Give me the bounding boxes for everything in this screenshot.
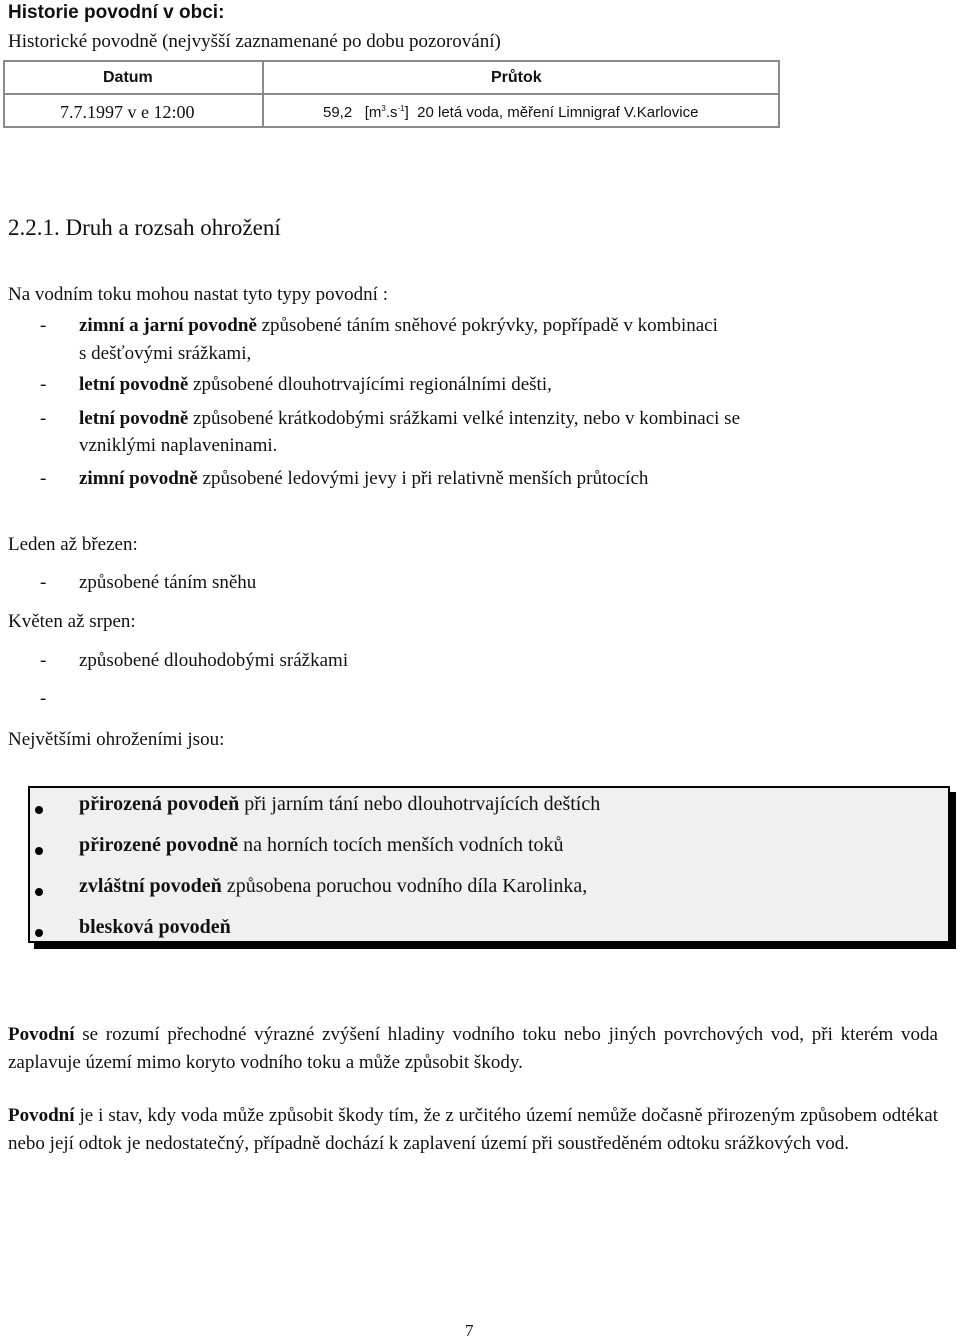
list-item-continuation: s dešťovými srážkami,	[79, 343, 252, 364]
season-label-jan-mar: Leden až březen:	[8, 534, 138, 555]
season-item-jan-mar: způsobené táním sněhu	[79, 572, 257, 593]
bullet-icon	[35, 847, 43, 855]
flow-unit-post: ]	[404, 104, 409, 121]
flow-value: 59,2	[323, 104, 353, 121]
threat-item: přirozená povodeň při jarním tání nebo dlouhotrvajících deštích	[79, 793, 601, 815]
threat-item: přirozené povodně na horních tocích menších vodních toků	[79, 834, 564, 856]
list-item: zimní povodně způsobené ledovými jevy i při relativně menších průtocích	[79, 468, 649, 489]
bullet-icon	[35, 806, 43, 814]
list-dash: -	[40, 572, 47, 593]
flow-unit-sup2: -1	[397, 104, 405, 113]
bullet-icon	[35, 888, 43, 896]
list-dash: -	[40, 374, 47, 395]
history-title: Historie povodní v obci:	[8, 2, 225, 23]
list-dash: -	[40, 468, 47, 489]
column-header-flow: Průtok	[491, 69, 542, 86]
list-item: zimní a jarní povodně způsobené táním sněhové pokrývky, popřípadě v kombinaci	[79, 315, 718, 336]
list-item-continuation: vzniklými naplaveninami.	[79, 435, 278, 456]
flow-unit-pre: [m	[364, 104, 382, 121]
page-number: 7	[465, 1321, 474, 1340]
types-intro: Na vodním toku mohou nastat tyto typy povodní :	[8, 284, 388, 305]
list-dash: -	[40, 688, 47, 709]
list-dash: -	[40, 408, 47, 429]
list-dash: -	[40, 650, 47, 671]
season-item-may-aug: způsobené dlouhodobými srážkami	[79, 650, 349, 671]
flow-unit-mid: .s	[385, 104, 398, 121]
threat-item: blesková povodeň	[79, 916, 231, 938]
table-divider-horizontal	[5, 93, 778, 95]
flow-unit-sup1: 3	[381, 104, 386, 113]
season-label-may-aug: Květen až srpen:	[8, 611, 136, 632]
list-item: letní povodně způsobené krátkodobými srážkami velké intenzity, nebo v kombinaci se	[79, 408, 741, 429]
definition-paragraph: Povodní je i stav, kdy voda může způsobit škody tím, že z určitého území nemůže dočasně přirozeným způsobem odtékat nebo její odtok je nedostatečný, případně dochází k zaplavení území při soustředěném odtoku srážkových vod.	[8, 1105, 938, 1154]
threats-box	[28, 786, 950, 943]
definition-paragraph: Povodní se rozumí přechodné výrazné zvýšení hladiny vodního toku nebo jiných povrchových vod, při kterém voda zaplavuje území mimo koryto vodního toku a může způsobit škody.	[8, 1024, 938, 1073]
threat-item: zvláštní povodeň způsobena poruchou vodního díla Karolinka,	[79, 875, 588, 897]
threats-label: Největšími ohroženími jsou:	[8, 729, 225, 750]
flow-note: 20 letá voda, měření Limnigraf V.Karlovice	[417, 104, 699, 121]
list-item: letní povodně způsobené dlouhotrvajícími regionálními dešti,	[79, 374, 552, 395]
column-header-date: Datum	[103, 69, 153, 86]
bullet-icon	[35, 929, 43, 937]
table-cell-date: 7.7.1997 v e 12:00	[60, 102, 195, 122]
table-cell-flow	[323, 104, 698, 121]
history-subtitle: Historické povodně (nejvyšší zaznamenané po dobu pozorování)	[8, 31, 501, 52]
list-dash: -	[40, 315, 47, 336]
section-heading: 2.2.1. Druh a rozsah ohrožení	[8, 215, 281, 240]
flood-history-table	[3, 60, 780, 128]
